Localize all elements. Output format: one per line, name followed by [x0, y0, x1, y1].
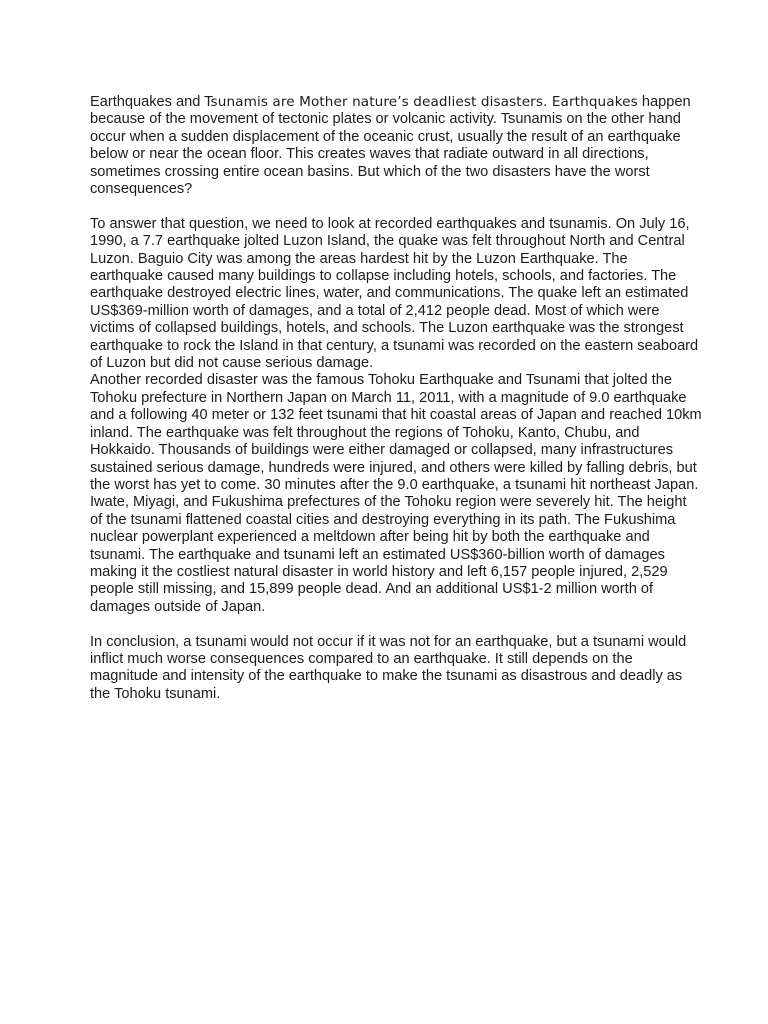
paragraph-spacer — [90, 198, 702, 215]
paragraph-intro — [90, 94, 702, 198]
intro-lead-text-alt-font: Tsunamis are Mother nature’s deadliest disasters. Earthquakes — [204, 94, 638, 110]
paragraph-luzon-earthquake: To answer that question, we need to look at recorded earthquakes and tsunamis. On July 16, 1990, a 7.7 earthquake jolted Luzon Island, the quake was felt throughout North and Central Luzon. Baguio City was among the areas hardest hit by the Luzon Earthquake. The earthquake caused many buildings to collapse including hotels, schools, and factories. The earthquake destroyed electric lines, water, and communications. The quake left an estimated US$369-million worth of damages, and a total of 2,412 people dead. Most of which were victims of collapsed buildings, hotels, and schools. The Luzon earthquake was the strongest earthquake to rock the Island in that century, a tsunami was recorded on the eastern seaboard of Luzon but did not cause serious damage. — [90, 215, 699, 372]
intro-body-text: happen because of the movement of tectonic plates or volcanic activity. Tsunamis on the other hand occur when a sudden displacement of the oceanic crust, usually the result of an earthquake below or near the ocean floor. This creates waves that radiate outward in all directions, sometimes crossing entire ocean basins. But which of the two disasters have the worst consequences? — [90, 94, 691, 198]
document-body — [90, 94, 702, 703]
paragraph-tohoku-earthquake: Another recorded disaster was the famous Tohoku Earthquake and Tsunami that jolted the Tohoku prefecture in Northern Japan on March 11, 2011, with a magnitude of 9.0 earthquake and a following 40 meter or 132 feet tsunami that hit coastal areas of Japan and reached 10km inland. The earthquake was felt throughout the regions of Tohoku, Kanto, Chubu, and Hokkaido. Thousands of buildings were either damaged or collapsed, many infrastructures sustained serious damage, hundreds were injured, and others were killed by falling debris, but the worst has yet to come. 30 minutes after the 9.0 earthquake, a tsunami hit northeast Japan. Iwate, Miyagi, and Fukushima prefectures of the Tohoku region were severely hit. The height of the tsunami flattened coastal cities and destroying everything in its path. The Fukushima nuclear powerplant experienced a meltdown after being hit by both the earthquake and tsunami. The earthquake and tsunami left an estimated US$360-billion worth of damages making it the costliest natural disaster in world history and left 6,157 people injured, 2,529 people still missing, and 15,899 people dead. And an additional US$1-2 million worth of damages outside of Japan. — [90, 372, 702, 615]
paragraph-spacer — [90, 616, 702, 633]
intro-lead-text: Earthquakes and — [90, 94, 205, 110]
paragraph-conclusion: In conclusion, a tsunami would not occur if it was not for an earthquake, but a tsunami would inflict much worse consequences compared to an earthquake. It still depends on the magnitude and intensity of the earthquake to make the tsunami as disastrous and deadly as the Tohoku tsunami. — [90, 633, 687, 702]
